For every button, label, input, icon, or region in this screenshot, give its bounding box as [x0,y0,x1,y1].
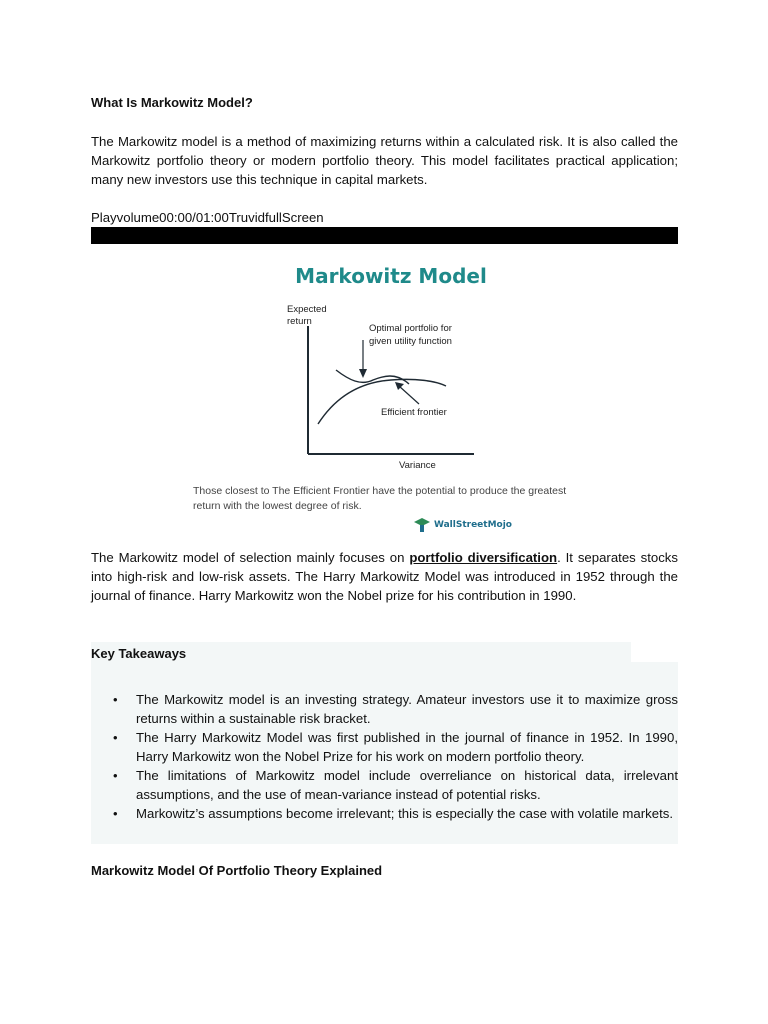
list-item-text: The Markowitz model is an investing strategy. Amateur investors use it to maximize gross returns within a sustainable risk bracket. [136,692,678,726]
selection-text-after-link: . It separates stocks into high-risk and low-risk assets. The Harry Markowitz Model was introduced in 1952 through the journal of finance. Harry Markowitz won the Nobel prize for his contribution in 1990. [91,550,678,603]
list-item-text: Markowitz’s assumptions become irrelevant; this is especially the case with volatile markets. [136,806,673,821]
y-axis-label-line1: Expected [287,304,327,315]
optimal-arrow-head [359,369,367,378]
annotation-frontier: Efficient frontier [381,407,447,418]
list-item [91,728,678,766]
bullet-icon: • [113,768,118,783]
figure-caption: Those closest to The Efficient Frontier have the potential to produce the greatest return with the lowest degree of risk. [193,485,567,512]
bullet-icon: • [113,730,118,745]
section-heading-what-is: What Is Markowitz Model? [91,95,253,110]
selection-text-before-link: The Markowitz model of selection mainly focuses on [91,550,410,565]
x-axis-label: Variance [399,460,436,471]
efficient-frontier-diagram [191,256,571,471]
key-takeaways-title: Key Takeaways [91,646,187,661]
list-item [91,804,678,823]
intro-paragraph: The Markowitz model is a method of maximizing returns within a calculated risk. It is also called the Markowitz portfolio theory or modern portfolio theory. This model facilitates practical application; many new investors use this technique in capital markets. [91,134,678,187]
video-player-controls-text[interactable]: Playvolume00:00/01:00TruvidfullScreen [91,210,324,225]
wallstreetmojo-logo-icon [413,518,431,532]
key-takeaways-list [91,690,678,823]
list-item-text: The Harry Markowitz Model was first published in the journal of finance in 1952. In 1990, Harry Markowitz won the Nobel Prize for his work on modern portfolio theory. [136,730,678,764]
video-player-bar[interactable] [91,227,678,244]
section-heading-explained: Markowitz Model Of Portfolio Theory Explained [91,863,383,878]
annotation-optimal-line1: Optimal portfolio for [369,323,452,334]
annotation-optimal-line2: given utility function [369,336,452,347]
y-axis-label-line2: return [287,316,312,327]
utility-curve [336,370,409,384]
selection-paragraph [91,548,678,605]
wallstreetmojo-logo [413,518,512,532]
bullet-icon: • [113,806,118,821]
logo-text: WallStreetMojo [434,520,512,530]
markowitz-model-figure [191,256,571,546]
list-item-text: The limitations of Markowitz model include overreliance on historical data, irrelevant assumptions, and the use of mean-variance instead of potential risks. [136,768,678,802]
frontier-arrow-shaft [399,386,419,404]
bullet-icon: • [113,692,118,707]
portfolio-diversification-link[interactable]: portfolio diversification [409,550,558,565]
list-item [91,766,678,804]
figure-title: Markowitz Model [295,264,487,288]
list-item [91,690,678,728]
